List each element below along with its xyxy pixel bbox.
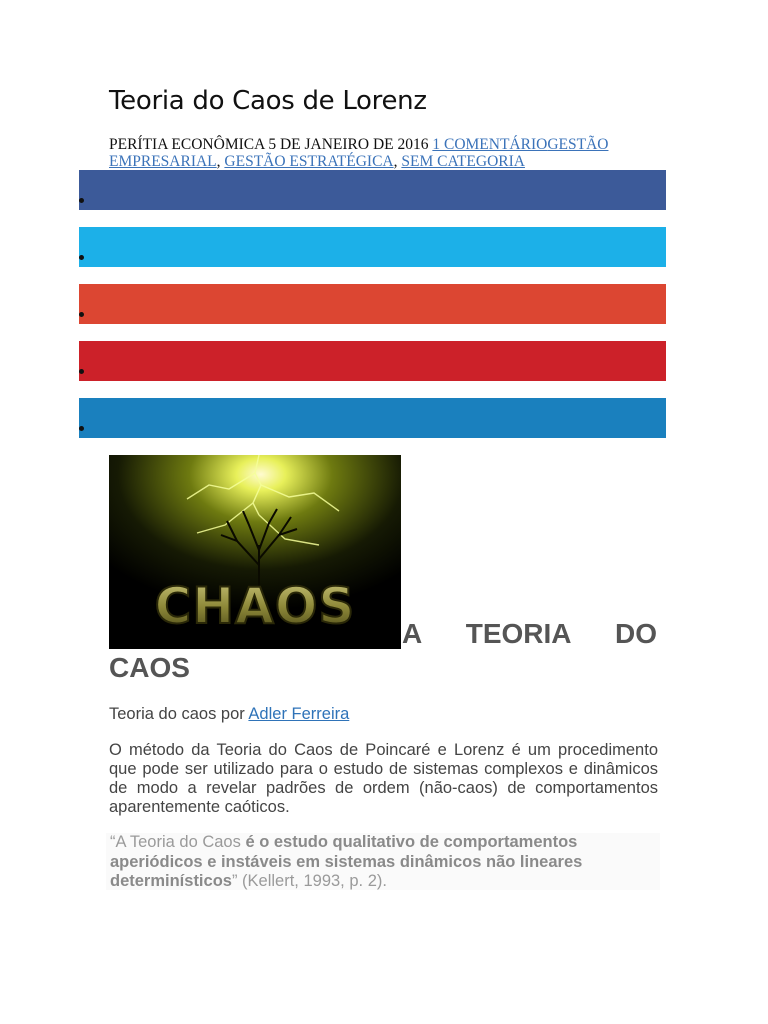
bullet-icon	[79, 198, 84, 203]
tag-link-gestao-estrategica[interactable]: GESTÃO ESTRATÉGICA	[224, 153, 394, 170]
bullet-icon	[79, 255, 84, 260]
share-button-google-plus[interactable]	[79, 284, 666, 324]
post-category: PERÍTIA ECONÔMICA	[109, 136, 265, 153]
byline: Teoria do caos por Adler Ferreira	[109, 705, 350, 723]
share-button-facebook[interactable]	[79, 170, 666, 210]
post-meta: PERÍTIA ECONÔMICA 5 DE JANEIRO DE 2016 1 COMENTÁRIOGESTÃO EMPRESARIAL, GESTÃO ESTRATÉGICA, SEM CATEGORIA	[109, 136, 609, 170]
share-button-linkedin[interactable]	[79, 398, 666, 438]
svg-text:CHAOS: CHAOS	[154, 577, 356, 635]
author-link[interactable]: Adler Ferreira	[248, 705, 350, 723]
share-button-pinterest[interactable]	[79, 341, 666, 381]
blockquote: “A Teoria do Caos é o estudo qualitativo de comportamentos aperiódicos e instáveis em sistemas dinâmicos não lineares determinísticos” (Kellert, 1993, p. 2).	[106, 833, 660, 890]
page-title: Teoria do Caos de Lorenz	[109, 86, 427, 116]
comments-link[interactable]: 1 COMENTÁRIO	[432, 136, 548, 153]
tag-link-gestao-empresarial[interactable]: GESTÃO EMPRESARIAL	[109, 136, 609, 170]
share-button-twitter[interactable]	[79, 227, 666, 267]
post-date: 5 DE JANEIRO DE 2016	[268, 136, 429, 153]
bullet-icon	[79, 312, 84, 317]
bullet-icon	[79, 426, 84, 431]
bullet-icon	[79, 369, 84, 374]
section-heading: A TEORIA DO CAOS	[109, 618, 657, 683]
tag-link-sem-categoria[interactable]: SEM CATEGORIA	[401, 153, 525, 170]
intro-paragraph: O método da Teoria do Caos de Poincaré e Lorenz é um procedimento que pode ser utilizado para o estudo de sistemas complexos e dinâmicos de modo a revelar padrões de ordem (não-caos) de comportamentos aparentemente caóticos.	[109, 741, 658, 816]
